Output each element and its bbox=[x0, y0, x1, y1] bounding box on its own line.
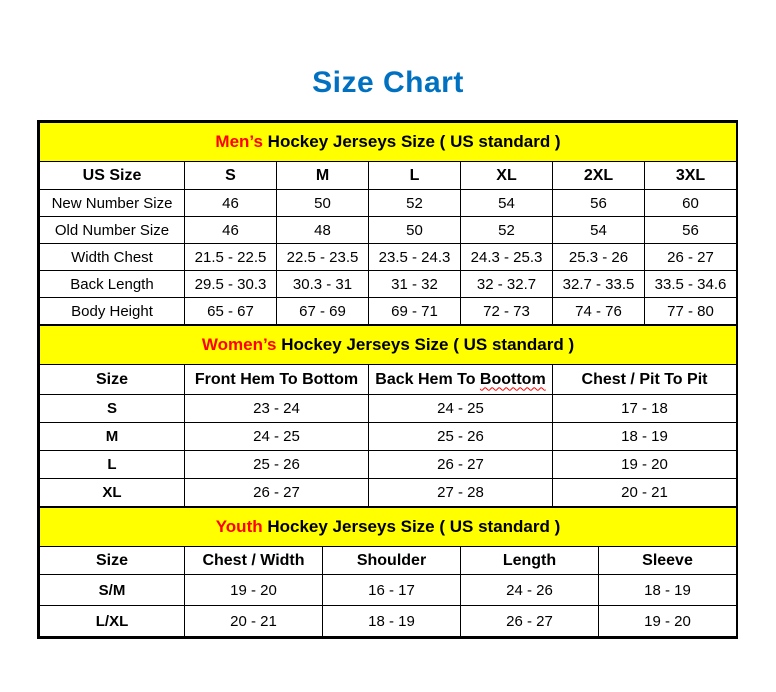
mens-col-header: 2XL bbox=[553, 162, 645, 190]
size-value: 24 - 25 bbox=[369, 395, 553, 423]
size-value: 20 - 21 bbox=[553, 479, 737, 507]
size-value: 25 - 26 bbox=[185, 451, 369, 479]
table-row bbox=[40, 271, 737, 298]
youth-size-table bbox=[39, 507, 737, 637]
size-value: 56 bbox=[553, 190, 645, 217]
size-value: 20 - 21 bbox=[185, 606, 323, 637]
size-value: 29.5 - 30.3 bbox=[185, 271, 277, 298]
row-label: Back Length bbox=[40, 271, 185, 298]
size-value: 32 - 32.7 bbox=[461, 271, 553, 298]
size-value: 74 - 76 bbox=[553, 298, 645, 325]
womens-col-header: Size bbox=[40, 365, 185, 395]
size-value: 54 bbox=[553, 217, 645, 244]
womens-section-title-rest: Hockey Jerseys Size ( US standard ) bbox=[276, 335, 575, 354]
size-value: 26 - 27 bbox=[645, 244, 737, 271]
youth-section-title-rest: Hockey Jerseys Size ( US standard ) bbox=[262, 517, 561, 536]
size-value: 16 - 17 bbox=[323, 575, 461, 606]
youth-section-header-row bbox=[40, 508, 737, 547]
size-value: 25 - 26 bbox=[369, 423, 553, 451]
mens-col-header: S bbox=[185, 162, 277, 190]
size-value: 67 - 69 bbox=[277, 298, 369, 325]
youth-col-header: Sleeve bbox=[599, 547, 737, 575]
table-row bbox=[40, 395, 737, 423]
row-label: S bbox=[40, 395, 185, 423]
mens-col-header: M bbox=[277, 162, 369, 190]
row-label: L/XL bbox=[40, 606, 185, 637]
size-value: 17 - 18 bbox=[553, 395, 737, 423]
table-row bbox=[40, 451, 737, 479]
youth-col-header: Size bbox=[40, 547, 185, 575]
size-value: 65 - 67 bbox=[185, 298, 277, 325]
womens-section-header-row bbox=[40, 326, 737, 365]
size-value: 24 - 25 bbox=[185, 423, 369, 451]
mens-col-header: US Size bbox=[40, 162, 185, 190]
womens-highlight-word: Women’s bbox=[201, 335, 277, 354]
mens-size-table bbox=[39, 122, 737, 325]
size-value: 77 - 80 bbox=[645, 298, 737, 325]
table-row bbox=[40, 190, 737, 217]
size-value: 46 bbox=[185, 217, 277, 244]
size-value: 18 - 19 bbox=[323, 606, 461, 637]
womens-col-header: Chest / Pit To Pit bbox=[553, 365, 737, 395]
mens-col-header: L bbox=[369, 162, 461, 190]
size-value: 19 - 20 bbox=[599, 606, 737, 637]
size-value: 23.5 - 24.3 bbox=[369, 244, 461, 271]
misspelled-word: Boottom bbox=[479, 370, 546, 388]
size-value: 52 bbox=[369, 190, 461, 217]
youth-highlight-word: Youth bbox=[215, 517, 263, 536]
size-value: 22.5 - 23.5 bbox=[277, 244, 369, 271]
size-value: 26 - 27 bbox=[369, 451, 553, 479]
size-value: 25.3 - 26 bbox=[553, 244, 645, 271]
youth-section-header bbox=[40, 508, 737, 547]
youth-col-header: Chest / Width bbox=[185, 547, 323, 575]
size-value: 23 - 24 bbox=[185, 395, 369, 423]
size-value: 72 - 73 bbox=[461, 298, 553, 325]
row-label: S/M bbox=[40, 575, 185, 606]
size-value: 69 - 71 bbox=[369, 298, 461, 325]
row-label: Body Height bbox=[40, 298, 185, 325]
size-value: 48 bbox=[277, 217, 369, 244]
size-value: 21.5 - 22.5 bbox=[185, 244, 277, 271]
size-value: 50 bbox=[277, 190, 369, 217]
row-label: New Number Size bbox=[40, 190, 185, 217]
row-label: XL bbox=[40, 479, 185, 507]
womens-header-row bbox=[40, 365, 737, 395]
size-value: 54 bbox=[461, 190, 553, 217]
mens-col-header: 3XL bbox=[645, 162, 737, 190]
size-value: 19 - 20 bbox=[553, 451, 737, 479]
page-title: Size Chart bbox=[312, 66, 464, 99]
size-value: 18 - 19 bbox=[599, 575, 737, 606]
table-row bbox=[40, 217, 737, 244]
table-row bbox=[40, 244, 737, 271]
row-label: L bbox=[40, 451, 185, 479]
size-value: 32.7 - 33.5 bbox=[553, 271, 645, 298]
mens-header-row bbox=[40, 162, 737, 190]
table-row bbox=[40, 298, 737, 325]
youth-header-row bbox=[40, 547, 737, 575]
table-row bbox=[40, 575, 737, 606]
size-value: 26 - 27 bbox=[461, 606, 599, 637]
table-row bbox=[40, 479, 737, 507]
size-value: 27 - 28 bbox=[369, 479, 553, 507]
size-value: 33.5 - 34.6 bbox=[645, 271, 737, 298]
youth-col-header: Length bbox=[461, 547, 599, 575]
size-value: 26 - 27 bbox=[185, 479, 369, 507]
row-label: Old Number Size bbox=[40, 217, 185, 244]
row-label: Width Chest bbox=[40, 244, 185, 271]
womens-section-header bbox=[40, 326, 737, 365]
size-value: 18 - 19 bbox=[553, 423, 737, 451]
mens-highlight-word: Men’s bbox=[215, 132, 263, 151]
womens-col-header-prefix: Back Hem To bbox=[375, 370, 480, 388]
mens-section-header-row bbox=[40, 123, 737, 162]
size-value: 52 bbox=[461, 217, 553, 244]
size-value: 19 - 20 bbox=[185, 575, 323, 606]
womens-col-header-misspelled bbox=[369, 365, 553, 395]
size-value: 24.3 - 25.3 bbox=[461, 244, 553, 271]
youth-col-header: Shoulder bbox=[323, 547, 461, 575]
size-value: 46 bbox=[185, 190, 277, 217]
size-value: 50 bbox=[369, 217, 461, 244]
mens-section-header bbox=[40, 123, 737, 162]
size-chart-tables bbox=[37, 120, 738, 639]
size-value: 30.3 - 31 bbox=[277, 271, 369, 298]
table-row bbox=[40, 606, 737, 637]
size-value: 60 bbox=[645, 190, 737, 217]
size-value: 24 - 26 bbox=[461, 575, 599, 606]
mens-col-header: XL bbox=[461, 162, 553, 190]
mens-section-title-rest: Hockey Jerseys Size ( US standard ) bbox=[262, 132, 561, 151]
table-row bbox=[40, 423, 737, 451]
womens-col-header: Front Hem To Bottom bbox=[185, 365, 369, 395]
row-label: M bbox=[40, 423, 185, 451]
size-value: 56 bbox=[645, 217, 737, 244]
size-value: 31 - 32 bbox=[369, 271, 461, 298]
womens-size-table bbox=[39, 325, 737, 507]
